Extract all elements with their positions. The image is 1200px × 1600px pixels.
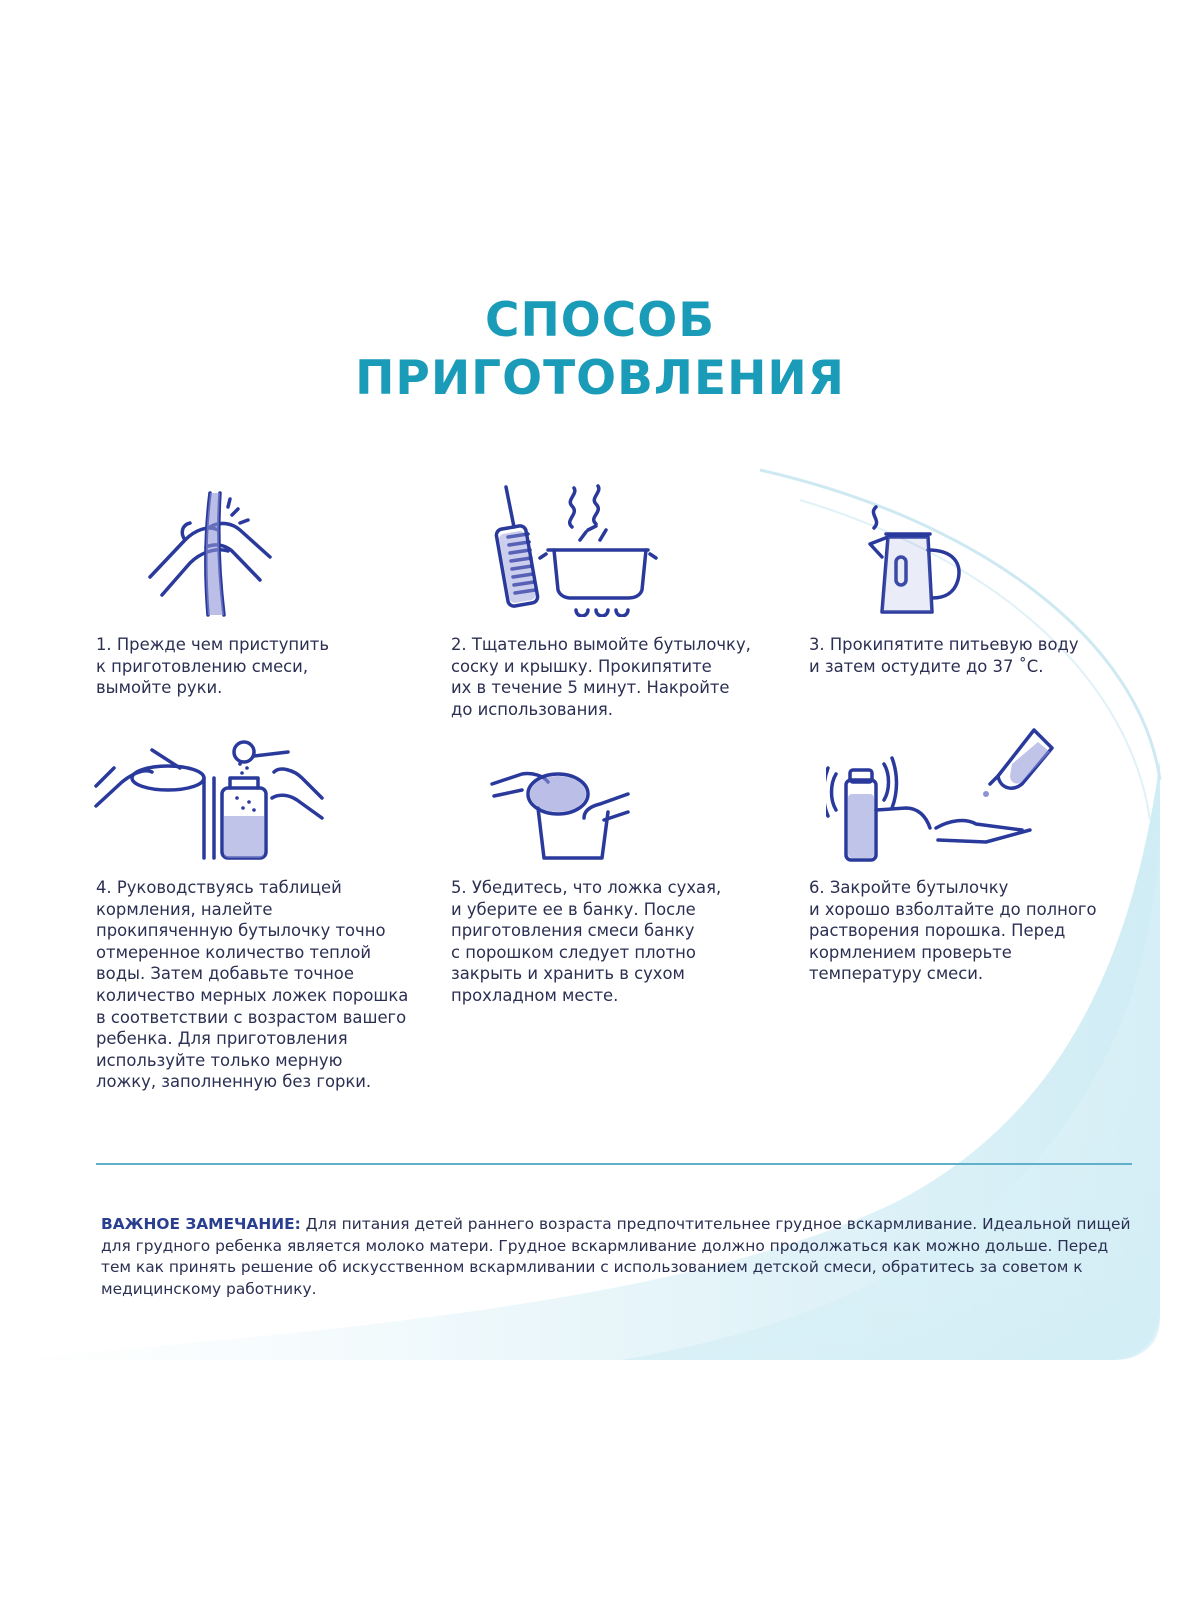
closing-can-lid-icon xyxy=(488,764,633,864)
page-title xyxy=(0,292,1200,408)
bottle-brush-and-boiling-pot-icon xyxy=(488,482,658,617)
step-3-text: 3. Прокипятите питьевую воду и затем остудите до 37 ˚С. xyxy=(809,635,1079,676)
shaking-bottle-and-testing-temperature-icon xyxy=(826,724,1066,864)
measuring-powder-into-bottle-icon xyxy=(92,738,327,863)
step-6-text: 6. Закройте бутылочку и хорошо взболтайте до полного растворения порошка. Перед кормлением проверьте температуру смеси. xyxy=(809,878,1097,984)
divider-line xyxy=(96,1163,1132,1165)
important-note-text: Для питания детей раннего возраста предпочтительнее грудное вскармливание. Идеальной пищей для грудного ребенка является молоко матери. Грудное вскармливание должно продолжаться как можно дольше. Перед тем как принять решение об искусственном вскармливании с использованием детской смеси, обратитесь за советом к медицинскому работнику. xyxy=(101,1215,1131,1298)
page-title-line-1: СПОСОБ xyxy=(484,293,716,348)
step-5-text: 5. Убедитесь, что ложка сухая, и уберите ее в банку. После приготовления смеси банку с порошком следует плотно закрыть и хранить в сухом прохладном месте. xyxy=(451,878,722,1005)
hand-washing-icon xyxy=(140,485,280,620)
step-4-text: 4. Руководствуясь таблицей кормления, налейте прокипяченную бутылочку точно отмеренное количество теплой воды. Затем добавьте точное количество мерных ложек порошка в соответствии с возрастом вашего ребенка. Для приготовления используйте только мерную ложку, заполненную без горки. xyxy=(96,878,409,1092)
important-note-label: ВАЖНОЕ ЗАМЕЧАНИЕ: xyxy=(101,1215,301,1233)
important-note xyxy=(101,1214,1141,1300)
kettle-icon xyxy=(866,502,966,620)
step-2-text: 2. Тщательно вымойте бутылочку, соску и крышку. Прокипятите их в течение 5 минут. Накройте до использования. xyxy=(451,635,751,719)
page-title-line-2: ПРИГОТОВЛЕНИЯ xyxy=(355,351,845,406)
step-1-text: 1. Прежде чем приступить к приготовлению смеси, вымойте руки. xyxy=(96,635,330,698)
